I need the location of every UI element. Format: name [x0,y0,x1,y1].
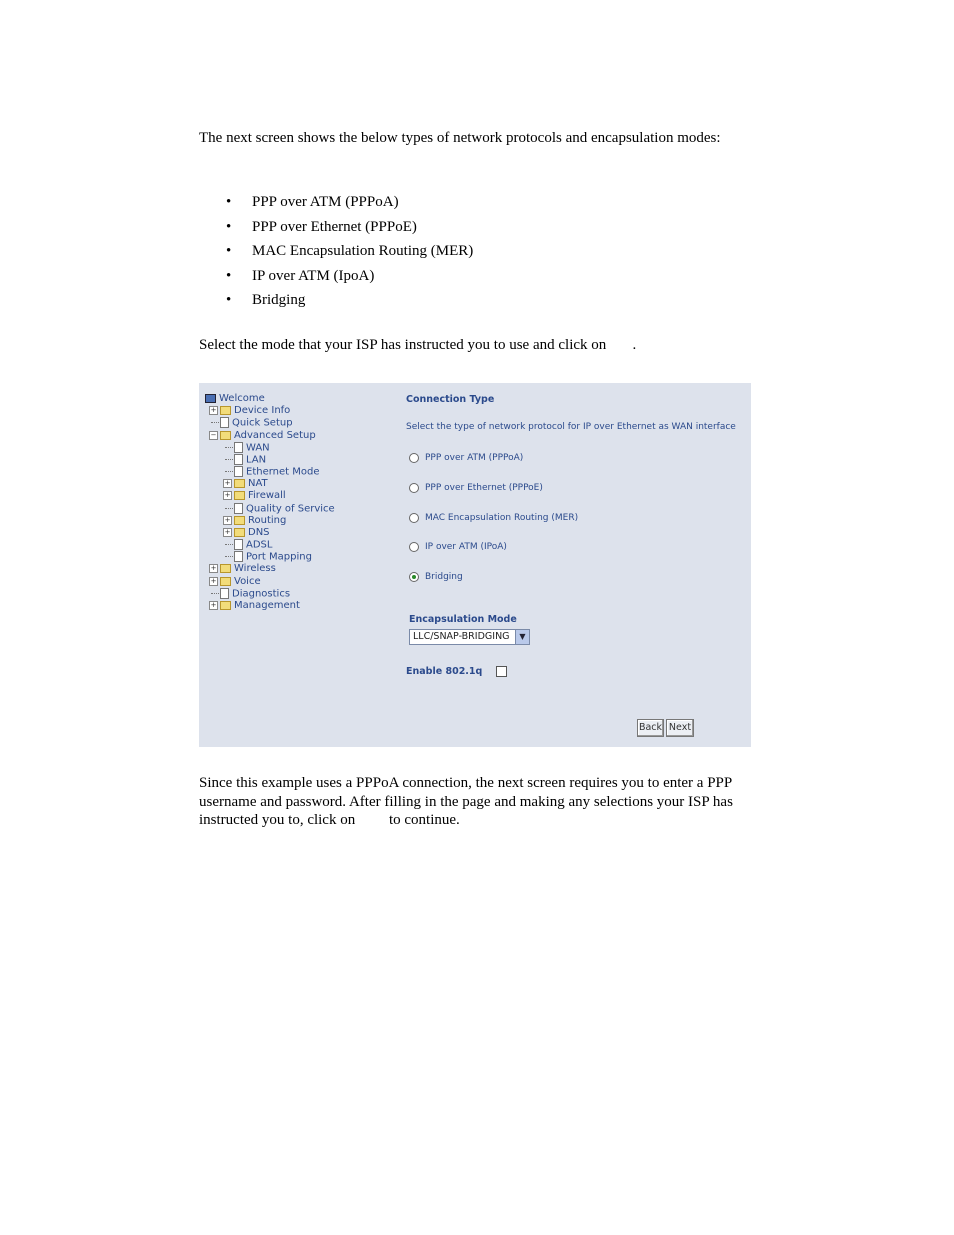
enable-8021q-label: Enable 802.1q [406,666,483,677]
expand-icon[interactable]: + [210,405,217,414]
expand-icon[interactable]: + [224,515,231,524]
radio-button[interactable] [409,453,419,463]
protocol-list [226,193,473,316]
collapse-icon[interactable]: − [210,430,217,439]
radio-pppoa[interactable]: PPP over ATM (PPPoA) [409,452,523,464]
radio-button[interactable] [409,483,419,493]
tree-item-firewall[interactable]: + Firewall [224,490,286,501]
radio-pppoe[interactable]: PPP over Ethernet (PPPoE) [409,482,543,494]
tree-item-wan[interactable]: WAN [225,442,270,454]
radio-bridging[interactable]: Bridging [409,571,463,583]
tree-item-ethernet-mode[interactable]: Ethernet Mode [225,466,320,478]
tree-item-device-info[interactable]: + Device Info [210,405,291,416]
expand-icon[interactable]: + [224,478,231,487]
tree-item-welcome[interactable]: Welcome [205,393,265,405]
encapsulation-mode-select[interactable]: LLC/SNAP-BRIDGING ▼ [409,629,530,645]
page-icon [234,539,243,550]
open-folder-icon [220,431,231,440]
page-icon [234,503,243,514]
page-icon [234,551,243,562]
list-item: • PPP over Ethernet (PPPoE) [226,218,417,235]
tree-item-wireless[interactable]: + Wireless [210,563,276,574]
tree-item-quality-of-service[interactable]: Quality of Service [225,503,335,515]
folder-icon [220,406,231,415]
folder-icon [220,577,231,586]
connection-type-form [406,383,751,747]
since-paragraph: Since this example uses a PPPoA connection, the next screen requires you to enter a PPP username and password. After filling in the page and making any selections your ISP has instructed you to, click on to continue. [199,775,737,828]
page-icon [234,442,243,453]
radio-button-selected[interactable] [409,572,419,582]
folder-icon [220,564,231,573]
folder-icon [234,516,245,525]
folder-icon [234,491,245,500]
radio-button[interactable] [409,542,419,552]
tree-item-dns[interactable]: + DNS [224,527,270,538]
chevron-down-icon[interactable]: ▼ [515,630,529,644]
list-item: • Bridging [226,292,306,308]
tree-item-advanced-setup[interactable]: − Advanced Setup [210,430,316,441]
expand-icon[interactable]: + [224,527,231,536]
encapsulation-mode-title: Encapsulation Mode [409,614,517,625]
computer-icon [205,394,216,403]
radio-mer[interactable]: MAC Encapsulation Routing (MER) [409,512,578,524]
expand-icon[interactable]: + [210,576,217,585]
expand-icon[interactable]: + [210,600,217,609]
tree-item-voice[interactable]: + Voice [210,576,261,587]
page-icon [234,454,243,465]
tree-item-routing[interactable]: + Routing [224,515,287,526]
radio-button[interactable] [409,513,419,523]
tree-item-nat[interactable]: + NAT [224,478,268,489]
select-paragraph: Select the mode that your ISP has instructed you to use and click on . [199,337,637,353]
page-icon [220,588,229,599]
connection-type-description: Select the type of network protocol for IP over Ethernet as WAN interface [406,422,736,432]
tree-item-management[interactable]: + Management [210,600,300,611]
router-screenshot [199,383,751,747]
list-item: • IP over ATM (IpoA) [226,267,375,284]
list-item: • PPP over ATM (PPPoA) [226,194,399,210]
folder-icon [220,601,231,610]
page-icon [234,466,243,477]
folder-icon [234,528,245,537]
page-icon [220,417,229,428]
connection-type-title: Connection Type [406,394,495,405]
enable-8021q-checkbox[interactable] [496,666,507,677]
folder-icon [234,479,245,488]
tree-item-quick-setup[interactable]: Quick Setup [211,417,293,429]
list-item: • MAC Encapsulation Routing (MER) [226,243,474,259]
tree-item-port-mapping[interactable]: Port Mapping [225,551,312,563]
tree-item-adsl[interactable]: ADSL [225,539,272,551]
next-button[interactable]: Next [666,719,694,737]
tree-item-diagnostics[interactable]: Diagnostics [211,588,290,600]
intro-paragraph: The next screen shows the below types of network protocols and encapsulation modes: [199,130,721,146]
expand-icon[interactable]: + [224,490,231,499]
tree-item-lan[interactable]: LAN [225,454,266,466]
radio-ipoa[interactable]: IP over ATM (IPoA) [409,541,507,553]
back-button[interactable]: Back [637,719,664,737]
expand-icon[interactable]: + [210,563,217,572]
